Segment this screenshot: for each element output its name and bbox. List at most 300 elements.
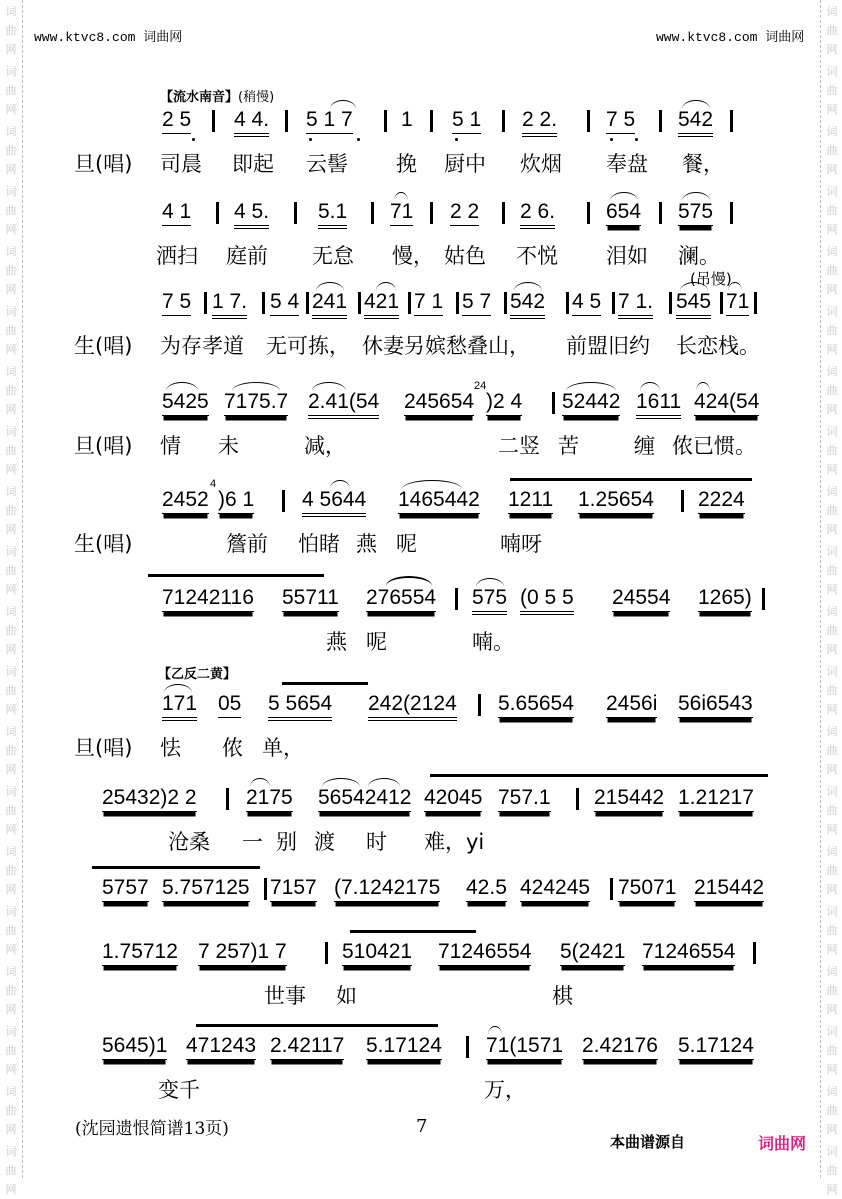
barline [430, 110, 433, 132]
grace-notes: 4 [210, 478, 217, 490]
watermark-glyph: 词 [826, 485, 838, 498]
note-group: 7 5 [606, 108, 635, 134]
lyric: 澜。 [678, 244, 720, 268]
lyric: 燕 [356, 532, 377, 556]
watermark-glyph: 曲 [826, 1104, 838, 1117]
note-group: 71246554 [642, 940, 735, 966]
note-group: 75071 [618, 876, 676, 902]
header-right-site-name: 词曲网 [765, 30, 805, 45]
note-group: 7 1. [618, 290, 653, 319]
barline [502, 202, 505, 224]
low-octave-dot [635, 138, 638, 141]
watermark-glyph: 词 [826, 965, 838, 978]
slur [330, 100, 356, 109]
note-group: 1211 [508, 488, 553, 514]
note-group: 56542412 [318, 786, 411, 812]
watermark-glyph: 词 [5, 5, 17, 18]
note-group: 2456i [606, 692, 657, 718]
watermark-glyph: 词 [5, 905, 17, 918]
note-group: 2224 [698, 488, 745, 514]
note-group: 71(1571 [486, 1034, 563, 1060]
watermark-glyph: 曲 [826, 444, 838, 457]
note-group: 421 [364, 290, 399, 319]
watermark-glyph: 网 [826, 643, 838, 656]
watermark-glyph: 词 [5, 725, 17, 738]
note-group: 7175.7 [224, 390, 288, 416]
note-group: 2 2 [450, 200, 479, 226]
role-label: 生(唱) [74, 334, 133, 358]
lyric: 餐， [682, 152, 724, 176]
barline [552, 392, 555, 414]
note-group: 542 [510, 290, 545, 319]
note-group: 215442 [694, 876, 764, 902]
note-group: 5 1 [452, 108, 481, 134]
watermark-glyph: 网 [5, 643, 17, 656]
note-group: 5 7 [462, 290, 491, 316]
slur [394, 192, 408, 201]
watermark-glyph: 网 [5, 403, 17, 416]
watermark-glyph: 曲 [826, 264, 838, 277]
lyric: 奉盘 [606, 152, 648, 176]
note-group: 5 1 7 [306, 108, 353, 134]
lyric: 前盟旧约 [566, 334, 650, 358]
barline [502, 110, 505, 132]
slur [682, 100, 710, 109]
lyric: 洒扫 [156, 244, 198, 268]
watermark-glyph: 网 [5, 583, 17, 596]
barline [216, 202, 219, 224]
slur [386, 576, 432, 586]
barline [669, 292, 672, 314]
lyric: 休妻另嫔愁叠山， [362, 334, 530, 358]
barline [204, 292, 207, 314]
note-group: 5757 [102, 876, 149, 902]
low-octave-dot [610, 138, 613, 141]
lyric: 厨中 [444, 152, 486, 176]
barline [720, 292, 723, 314]
note-group: 5 5654 [268, 692, 332, 721]
watermark-glyph: 曲 [826, 864, 838, 877]
barline [325, 942, 328, 964]
section-tag-liushui-nanyin [160, 86, 274, 105]
note-group: 71242116 [162, 586, 254, 612]
watermark-glyph: 曲 [826, 744, 838, 757]
watermark-glyph: 词 [826, 1085, 838, 1098]
slur [566, 382, 616, 391]
lyric: 二竖 [498, 434, 540, 458]
watermark-glyph: 网 [5, 1063, 17, 1076]
watermark-glyph: 词 [5, 665, 17, 678]
watermark-glyph: 网 [826, 703, 838, 716]
note-group: 1265) [698, 586, 752, 612]
note-group: 171 [162, 692, 197, 721]
watermark-glyph: 曲 [826, 984, 838, 997]
slur [322, 778, 360, 787]
note-group: 1.25654 [578, 488, 654, 514]
note-group: 471243 [186, 1034, 256, 1060]
watermark-glyph: 曲 [5, 1044, 17, 1057]
watermark-glyph: 曲 [5, 924, 17, 937]
low-octave-dot [357, 138, 360, 141]
phrase-beam [92, 866, 260, 869]
note-group: 71 [390, 200, 413, 226]
note-group: 654 [606, 200, 641, 226]
role-label: 旦(唱) [74, 736, 133, 760]
barline [430, 202, 433, 224]
phrase-beam [350, 930, 476, 933]
watermark-glyph: 词 [826, 785, 838, 798]
lyric: 怕睹 [298, 532, 340, 556]
watermark-glyph: 网 [826, 763, 838, 776]
watermark-glyph: 词 [826, 725, 838, 738]
watermark-glyph: 词 [5, 965, 17, 978]
lyric: 燕 [326, 630, 347, 654]
lyric: 渡 [314, 830, 335, 854]
note-group: 2 6. [520, 200, 555, 229]
barline [226, 788, 229, 810]
watermark-glyph: 网 [5, 823, 17, 836]
barline [212, 110, 215, 132]
barline [504, 292, 507, 314]
right-watermark-strip [820, 0, 842, 1196]
watermark-glyph: 词 [5, 1145, 17, 1158]
barline [371, 202, 374, 224]
watermark-glyph: 词 [826, 245, 838, 258]
watermark-glyph: 词 [5, 845, 17, 858]
watermark-glyph: 曲 [826, 384, 838, 397]
watermark-glyph: 曲 [826, 684, 838, 697]
note-group: 2.42176 [582, 1034, 658, 1060]
watermark-glyph: 曲 [826, 24, 838, 37]
barline [294, 202, 297, 224]
watermark-glyph: 词 [5, 605, 17, 618]
watermark-glyph: 曲 [826, 504, 838, 517]
barline [659, 202, 662, 224]
watermark-glyph: 词 [5, 1025, 17, 1038]
note-group: 2175 [246, 786, 293, 812]
watermark-glyph: 曲 [5, 324, 17, 337]
note-group: (7.1242175 [334, 876, 440, 902]
note-group: 1 7. [212, 290, 247, 319]
slur [316, 282, 344, 291]
watermark-glyph: 曲 [5, 624, 17, 637]
lyric: 怯 [160, 736, 181, 760]
lyric: 即起 [232, 152, 274, 176]
low-octave-dot [192, 138, 195, 141]
lyric: 簷前 [226, 532, 268, 556]
tempo-mark: (稍慢) [238, 90, 275, 105]
barline [587, 110, 590, 132]
watermark-glyph: 词 [5, 305, 17, 318]
watermark-glyph: 网 [5, 223, 17, 236]
tempo-mark-hang: (吊慢) [690, 270, 732, 288]
lyric: 世事 [264, 984, 306, 1008]
barline [358, 292, 361, 314]
watermark-glyph: 词 [826, 365, 838, 378]
lyric: 无可拣， [266, 334, 350, 358]
watermark-glyph: 曲 [826, 1044, 838, 1057]
lyric: 不悦 [516, 244, 558, 268]
note-group: 7 5 [162, 290, 191, 316]
watermark-glyph: 网 [826, 1063, 838, 1076]
lyric: 万， [484, 1078, 526, 1102]
lyric: 呢 [366, 630, 387, 654]
note-group: 2.42117 [270, 1034, 344, 1060]
barline [730, 110, 733, 132]
note-group: 7 257)1 7 [198, 940, 287, 966]
lyric: 沧桑 [168, 830, 210, 854]
phrase-beam [510, 478, 752, 481]
header-left-url: www.ktvc8.com [34, 30, 136, 45]
watermark-glyph: 词 [5, 185, 17, 198]
watermark-glyph: 曲 [5, 564, 17, 577]
watermark-glyph: 网 [5, 463, 17, 476]
watermark-glyph: 网 [826, 343, 838, 356]
lyric: 炊烟 [520, 152, 562, 176]
note-group: 52442 [562, 390, 620, 416]
watermark-glyph: 曲 [826, 144, 838, 157]
lyric: 喃呀 [500, 532, 542, 556]
lyric: 未 [218, 434, 239, 458]
watermark-glyph: 网 [5, 523, 17, 536]
slur [166, 382, 198, 391]
watermark-glyph: 网 [826, 1123, 838, 1136]
slur [514, 282, 542, 291]
barline [754, 292, 757, 314]
watermark-glyph: 网 [826, 283, 838, 296]
lyric: 棋 [552, 984, 573, 1008]
note-group: 5.17124 [366, 1034, 442, 1060]
watermark-glyph: 网 [826, 943, 838, 956]
note-group: 575 [472, 586, 507, 615]
watermark-glyph: 网 [826, 403, 838, 416]
note-group: 5(2421 [560, 940, 625, 966]
watermark-glyph: 网 [5, 283, 17, 296]
watermark-glyph: 网 [5, 163, 17, 176]
slur [164, 684, 192, 693]
barline [612, 292, 615, 314]
watermark-glyph: 曲 [5, 24, 17, 37]
watermark-glyph: 词 [826, 665, 838, 678]
note-group: 1 [401, 108, 413, 131]
watermark-glyph: 词 [826, 425, 838, 438]
watermark-glyph: 曲 [5, 204, 17, 217]
barline [681, 490, 684, 512]
watermark-glyph: 曲 [826, 564, 838, 577]
slur [682, 192, 710, 201]
low-octave-dot [455, 138, 458, 141]
credit-brand-link[interactable]: 词曲网 [758, 1134, 807, 1153]
note-group: 4 5644 [302, 488, 366, 517]
lyric: 呢 [396, 532, 417, 556]
watermark-glyph: 词 [826, 605, 838, 618]
slur [250, 778, 270, 787]
watermark-glyph: 词 [5, 485, 17, 498]
note-group: 575 [678, 200, 713, 226]
watermark-glyph: 曲 [5, 84, 17, 97]
slur [330, 480, 350, 489]
note-group: 5.757125 [162, 876, 250, 902]
lyric: 变千 [158, 1078, 200, 1102]
watermark-glyph: 词 [826, 5, 838, 18]
phrase-beam [430, 774, 768, 777]
watermark-glyph: 词 [826, 1025, 838, 1038]
phrase-beam [282, 682, 368, 685]
watermark-glyph: 曲 [826, 924, 838, 937]
lyric: 长恋栈。 [676, 334, 760, 358]
note-group: 215442 [594, 786, 664, 812]
note-group: 424(54 [694, 390, 759, 416]
note-group: 241 [312, 290, 347, 319]
watermark-glyph: 网 [5, 43, 17, 56]
note-group: 4 1 [162, 200, 191, 226]
role-label: 生(唱) [74, 532, 133, 556]
watermark-glyph: 词 [826, 65, 838, 78]
lyric: 单， [262, 736, 304, 760]
slur [610, 192, 638, 201]
watermark-glyph: 网 [826, 583, 838, 596]
watermark-glyph: 网 [5, 343, 17, 356]
note-group: 1.75712 [102, 940, 178, 966]
lyric: 苦 [558, 434, 579, 458]
barline [306, 292, 309, 314]
watermark-glyph: 网 [826, 823, 838, 836]
watermark-glyph: 曲 [5, 744, 17, 757]
note-group: 5645)1 [102, 1034, 167, 1060]
watermark-glyph: 曲 [826, 1164, 838, 1177]
page-number: 7 [416, 1116, 428, 1137]
note-group: 510421 [342, 940, 412, 966]
lyric: 时 [366, 830, 387, 854]
note-group: 2 2. [522, 108, 557, 137]
lyric: 难，yi [424, 830, 485, 854]
watermark-glyph: 曲 [826, 624, 838, 637]
lyric: 减， [304, 434, 346, 458]
lyric: 情 [160, 434, 181, 458]
note-group: 71 [726, 290, 749, 316]
note-group: 2.41(54 [308, 390, 379, 419]
watermark-glyph: 网 [826, 523, 838, 536]
barline [455, 588, 458, 610]
lyric: 慢， [392, 244, 434, 268]
watermark-glyph: 曲 [5, 864, 17, 877]
lyric: 姑色 [444, 244, 486, 268]
watermark-glyph: 曲 [5, 444, 17, 457]
watermark-glyph: 词 [5, 545, 17, 558]
barline [285, 110, 288, 132]
lyric: 喃。 [472, 630, 514, 654]
watermark-glyph: 词 [826, 305, 838, 318]
barline [762, 588, 765, 610]
watermark-glyph: 词 [5, 785, 17, 798]
note-group: 56i6543 [678, 692, 753, 718]
barline [456, 292, 459, 314]
header-right-url: www.ktvc8.com [656, 30, 758, 45]
lyric: 庭前 [226, 244, 268, 268]
watermark-glyph: 曲 [5, 1164, 17, 1177]
slur [728, 282, 742, 291]
barline [659, 110, 662, 132]
watermark-glyph: 曲 [5, 144, 17, 157]
watermark-glyph: 词 [5, 1085, 17, 1098]
lyric: 侬 [222, 736, 243, 760]
note-group: 7157 [270, 876, 317, 902]
barline [566, 292, 569, 314]
slur [368, 778, 400, 787]
note-group: 1611 [636, 390, 681, 419]
barline [753, 942, 756, 964]
watermark-glyph: 曲 [826, 324, 838, 337]
note-group: 276554 [366, 586, 436, 612]
slur [696, 382, 710, 391]
watermark-glyph: 网 [826, 1003, 838, 1016]
watermark-glyph: 词 [826, 185, 838, 198]
lyric: 缠 [634, 434, 655, 458]
lyric: 如 [336, 984, 357, 1008]
watermark-glyph: 网 [5, 1003, 17, 1016]
header-left-site-name: 词曲网 [143, 30, 183, 45]
watermark-glyph: 网 [826, 883, 838, 896]
lyric: 侬已惯。 [672, 434, 756, 458]
slur [376, 282, 396, 291]
note-group: 1.21217 [678, 786, 754, 812]
barline [264, 878, 267, 900]
note-group: 42045 [424, 786, 482, 812]
note-group: 5.1 [318, 200, 347, 229]
watermark-glyph: 网 [5, 943, 17, 956]
watermark-glyph: 网 [5, 763, 17, 776]
section-tag-yifan-erhuang: 【乙反二黄】 [158, 667, 237, 682]
header-left-site [34, 26, 182, 45]
watermark-glyph: 曲 [826, 84, 838, 97]
note-group: 245654 [404, 390, 474, 416]
watermark-glyph: 网 [826, 103, 838, 116]
lyric: 一 [242, 830, 263, 854]
note-group: 242(2124 [368, 692, 457, 721]
watermark-glyph: 网 [826, 223, 838, 236]
low-octave-dot [309, 138, 312, 141]
watermark-glyph: 网 [826, 163, 838, 176]
watermark-glyph: 词 [826, 905, 838, 918]
grace-notes: 24 [474, 380, 487, 392]
note-group: (0 5 5 [520, 586, 574, 615]
watermark-glyph: 曲 [826, 204, 838, 217]
watermark-glyph: 网 [5, 103, 17, 116]
lyric: 别 [276, 830, 297, 854]
note-group: 5.17124 [678, 1034, 754, 1060]
left-watermark-strip [0, 0, 23, 1196]
slur [232, 382, 280, 391]
section-tag-label: 【流水南音】 [160, 90, 239, 105]
lyric: 泪如 [606, 244, 648, 268]
barline [730, 202, 733, 224]
note-group: 424245 [520, 876, 590, 902]
note-group: 24554 [612, 586, 670, 612]
watermark-glyph: 词 [826, 1145, 838, 1158]
note-group: 545 [676, 290, 711, 319]
note-group: 7 1 [414, 290, 443, 316]
note-group: 757.1 [498, 786, 551, 812]
note-group: 4 4. [234, 108, 269, 137]
note-group: 2452 [162, 488, 209, 514]
watermark-glyph: 词 [826, 125, 838, 138]
watermark-glyph: 网 [826, 1183, 838, 1196]
note-group: )6 1 [218, 488, 254, 514]
barline [282, 490, 285, 512]
watermark-glyph: 曲 [5, 684, 17, 697]
note-group: 71246554 [438, 940, 531, 966]
note-group: 5425 [162, 390, 209, 416]
